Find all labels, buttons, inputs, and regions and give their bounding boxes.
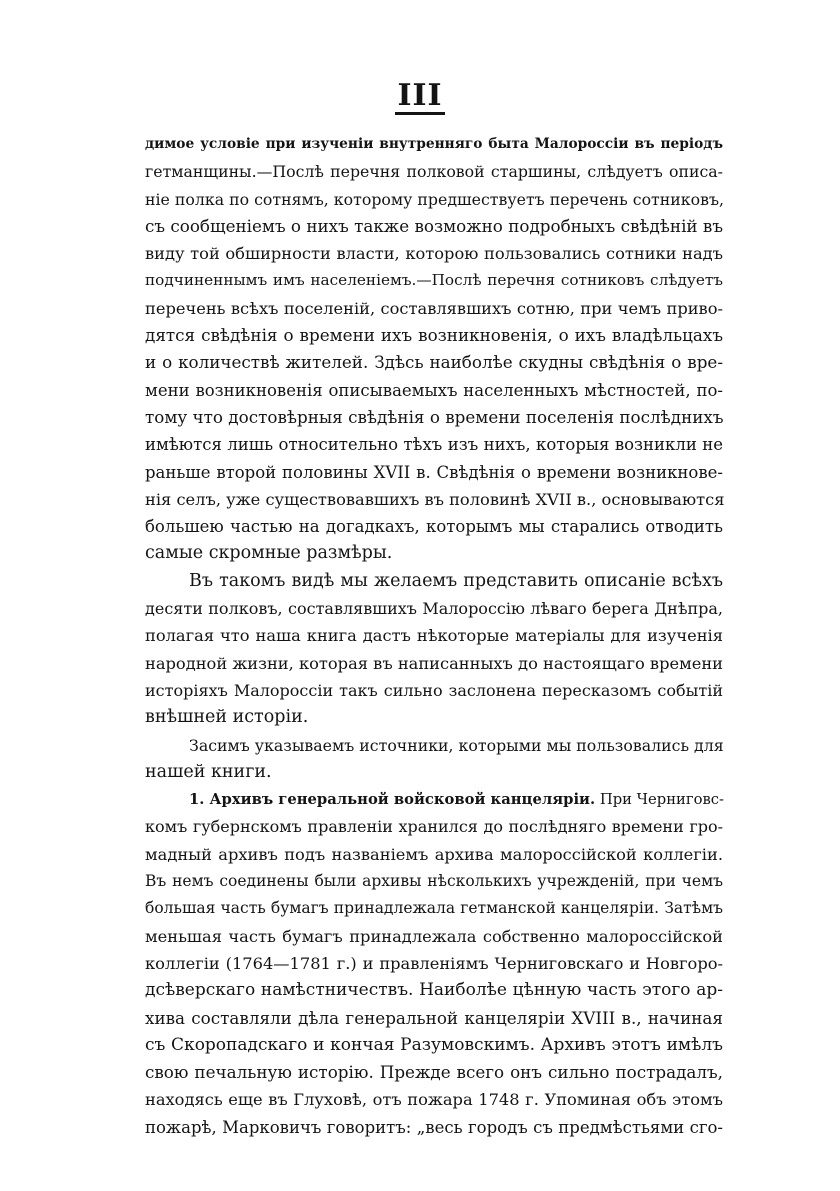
text-line: пожарѣ, Марковичъ говоритъ: „весь городъ съ предмѣстьями сго- [145,1117,723,1137]
text-line: Въ немъ соединены были архивы нѣсколькихъ учрежденій, при чемъ [145,872,723,891]
text-line: меньшая часть бумагъ принадлежала собственно малороссійской [145,926,723,946]
text-line: народной жизни, которая въ написанныхъ до настоящаго времени [145,653,724,673]
section-first-line [145,786,723,813]
text-line: десяти полковъ, составлявшихъ Малороссію лѣваго берега Днѣпра, [145,599,723,619]
text-line: дсѣверскаго намѣстничествъ. Наиболѣе цѣнную часть этого ар- [145,980,723,1001]
text-body [145,131,723,1141]
paragraph [145,568,723,732]
section-first-line-rest: При Черниговс- [599,791,725,809]
text-line: мадный архивъ подъ названіемъ архива малороссійской коллегіи. [145,844,723,864]
text-line: большая часть бумагъ принадлежала гетманской канцеляріи. Затѣмъ [145,899,723,918]
page-number-text: III [397,78,443,113]
text-line: тому что достовѣрныя свѣдѣнія о времени поселенія послѣднихъ [145,406,724,427]
text-line: и о количествѣ жителей. Здѣсь наиболѣе скудны свѣдѣнія о вре- [145,352,723,373]
text-line: Въ такомъ видѣ мы желаемъ представить описаніе всѣхъ [189,570,723,591]
page-number [0,78,840,115]
text-line: свою печальную исторію. Прежде всего онъ сильно пострадалъ, [145,1062,723,1083]
text-line: внѣшней исторіи. [145,707,309,728]
text-line: исторіяхъ Малороссіи такъ сильно заслонена пересказомъ событій [145,680,723,700]
paragraph-continuation [145,131,723,568]
text-line: димое условіе при изученіи внутренняго быта Малороссіи въ періодъ [145,136,723,152]
text-line: подчиненнымъ имъ населеніемъ.—Послѣ перечня сотниковъ слѣдуетъ [145,271,723,290]
text-line: самые скромные размѣры. [145,543,393,564]
section-heading: 1. Архивъ генеральной войсковой канцеляріи. [189,791,596,809]
paragraph [145,732,723,787]
section-paragraph [145,786,723,1141]
text-line: гетманщины.—Послѣ перечня полковой старшины, слѣдуетъ описа- [145,162,723,182]
text-line: раньше второй половины XVII в. Свѣдѣнія о времени возникнове- [145,462,723,482]
text-line: хива составляли дѣла генеральной канцеляріи XVIII в., начиная [145,1007,723,1028]
text-line: большею частью на догадкахъ, которымъ мы старались отводить [145,517,723,537]
text-line: коллегіи (1764—1781 г.) и правленіямъ Черниговскаго и Новгоро- [145,953,723,973]
text-line: перечень всѣхъ поселеній, составлявшихъ сотню, при чемъ приво- [145,298,723,318]
text-line: дятся свѣдѣнія о времени ихъ возникновенія, о ихъ владѣльцахъ [145,325,723,346]
text-line: находясь еще въ Глуховѣ, отъ пожара 1748 г. Упоминая объ этомъ [145,1090,723,1110]
text-line: ніе полка по сотнямъ, которому предшествуетъ перечень сотниковъ, [145,189,724,209]
text-line: комъ губернскомъ правленіи хранился до послѣдняго времени гро- [145,817,723,837]
text-line: съ Скоропадскаго и кончая Разумовскимъ. Архивъ этотъ имѣлъ [145,1034,723,1055]
text-line: Засимъ указываемъ источники, которыми мы пользовались для [189,735,724,755]
text-line: нія селъ, уже существовавшихъ въ половинѣ XVII в., основываются [145,489,725,509]
text-line: нашей книги. [145,761,272,782]
text-line: мени возникновенія описываемыхъ населенныхъ мѣстностей, по- [145,380,723,400]
text-line: съ сообщеніемъ о нихъ также возможно подробныхъ свѣдѣній въ [145,215,723,236]
text-line: имѣются лишь относительно тѣхъ изъ нихъ, которыя возникли не [145,435,723,455]
text-line: полагая что наша книга дастъ нѣкоторые матеріалы для изученія [145,626,723,646]
text-line: виду той обширности власти, которою пользовались сотники надъ [145,244,723,264]
